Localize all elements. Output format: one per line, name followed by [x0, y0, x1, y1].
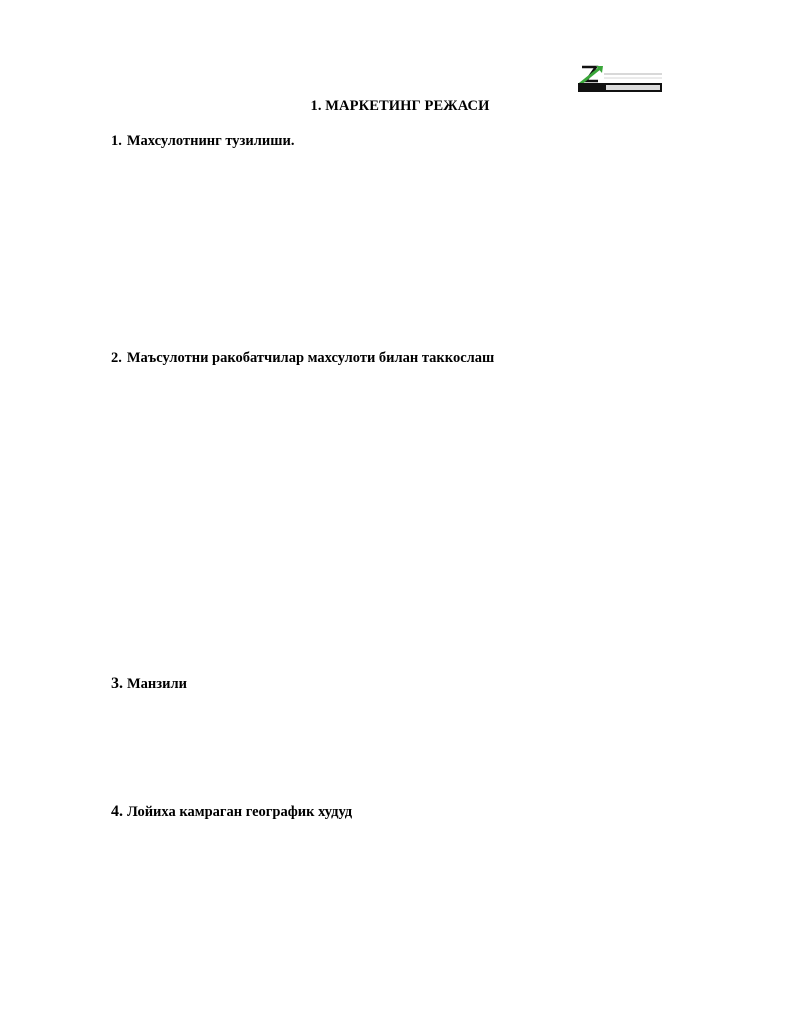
section-number: 2.	[111, 350, 122, 366]
section-title: Маъсулотни ракобатчилар махсулоти билан таккослаш	[126, 350, 495, 366]
logo-graphic	[578, 64, 664, 94]
company-logo	[578, 64, 664, 94]
section-number: 1.	[111, 133, 122, 149]
section-heading-4	[111, 803, 352, 821]
section-title: Махсулотнинг тузилиши.	[126, 133, 295, 149]
document-title: 1. МАРКЕТИНГ РЕЖАСИ	[310, 98, 490, 114]
section-heading-1	[111, 133, 294, 150]
section-title: Манзили	[127, 676, 187, 692]
section-number: 3.	[111, 675, 123, 692]
section-heading-3	[111, 675, 187, 693]
section-number: 4.	[111, 803, 123, 820]
section-title: Лойиха камраган географик худуд	[127, 804, 353, 820]
section-heading-2	[111, 350, 494, 367]
